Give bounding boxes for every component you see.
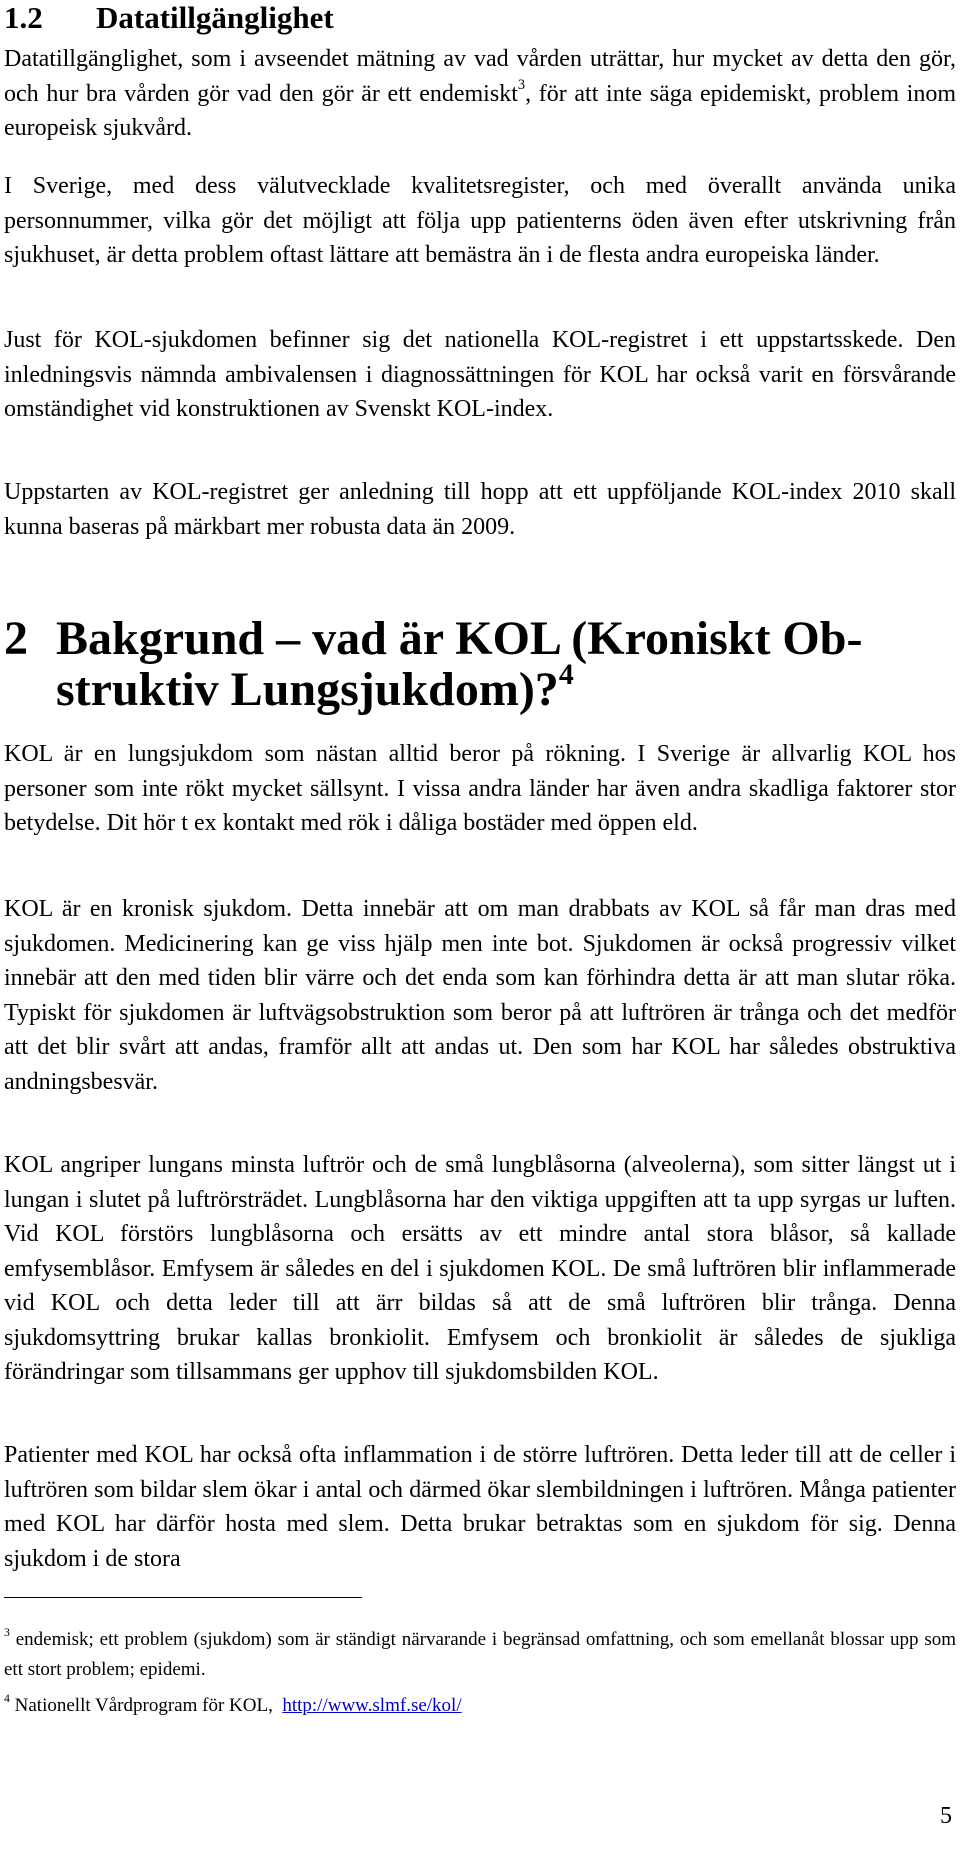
footnote-ref-3: 3 [517, 77, 526, 94]
chapter-paragraph-1: KOL är en lungsjukdom som nästan alltid beror på rökning. I Sverige är allvarlig KOL hos personer som inte rökt mycket sällsynt. I vissa andra länder har även andra skadliga faktorer stor betydelse. Dit hör t ex kontakt med rök i dåliga bostäder med öppen eld. [4, 741, 956, 836]
chapter-title-line1: Bakgrund – vad är KOL (Kroniskt Ob- [56, 612, 863, 665]
chapter-number: 2 [4, 612, 28, 665]
page-number: 5 [940, 1803, 952, 1829]
chapter-title-line2: struktiv Lungsjukdom)? [56, 663, 559, 716]
section-paragraph-2: I Sverige, med dess välutvecklade kvalitetsregister, och med överallt använda unika personnummer, vilka gör det möjligt att följa upp patienterns öden även efter utskrivning från sjukhuset, är detta problem oftast lättare att bemästra än i de flesta andra europeiska länder. [4, 173, 956, 268]
chapter-heading [4, 613, 954, 715]
footnote-link[interactable]: http://www.slmf.se/kol/ [282, 1695, 462, 1716]
section-title: Datatillgänglighet [96, 0, 334, 35]
chapter-paragraph-2: KOL är en kronisk sjukdom. Detta innebär att om man drabbats av KOL så får man dras med sjukdomen. Medicinering kan ge viss hjälp men inte bot. Sjukdomen är också progressiv vilket innebär att den med tiden blir värre och det enda som kan förhindra detta är att man slutar röka. Typiskt för sjukdomen är luftvägsobstruktion som beror på att luftrören är trånga och det medför att det blir svårt att andas, framför allt att andas ut. Den som har KOL har således obstruktiva andningsbesvär. [4, 896, 956, 1095]
footnote-3 [4, 1625, 956, 1685]
footnote-separator [4, 1597, 362, 1598]
section-heading [4, 0, 334, 36]
footnote-ref-4: 4 [558, 657, 574, 691]
section-paragraph-1 [4, 42, 956, 146]
footnote-mark: 4 [4, 1691, 10, 1705]
footnote-text: endemisk; ett problem (sjukdom) som är ständigt närvarande i begränsad omfattning, och som emellanåt blossar upp som ett stort problem; epidemi. [4, 1629, 957, 1680]
section-paragraph-3: Just för KOL-sjukdomen befinner sig det nationella KOL-registret i ett uppstartsskede. Den inledningsvis nämnda ambivalensen i diagnossättningen för KOL har också varit en försvårande omständighet vid konstruktionen av Svenskt KOL-index. [4, 327, 956, 422]
paragraph-text: Datatillgänglighet, som i avseendet mätning av vad vården uträttar, hur mycket av detta den gör, och hur bra vården gör vad den gör är ett endemiskt [4, 46, 956, 107]
footnote-4 [4, 1691, 956, 1721]
section-paragraph-4: Uppstarten av KOL-registret ger anledning till hopp att ett uppföljande KOL-index 2010 skall kunna baseras på märkbart mer robusta data än 2009. [4, 479, 956, 540]
footnote-text: Nationellt Vårdprogram för KOL, [14, 1695, 273, 1716]
chapter-paragraph-3: KOL angriper lungans minsta luftrör och de små lungblåsorna (alveolerna), som sitter längst ut i lungan i slutet på luftrörsträdet. Lungblåsorna har den viktiga uppgiften att ta upp syrgas ur luften. Vid KOL förstörs lungblåsorna och ersätts av ett mindre antal stora blåsor, så kallade emfysemblåsor. Emfysem är således en del i sjukdomen KOL. De små luftrören blir inflammerade vid KOL och detta leder till att ärr bildas så att de små luftrören blir trånga. Denna sjukdomsyttring brukar kallas bronkiolit. Emfysem och bronkiolit är således de sjukliga förändringar som tillsammans ger upphov till sjukdomsbilden KOL. [4, 1152, 956, 1385]
section-number: 1.2 [4, 0, 43, 35]
footnote-mark: 3 [4, 1625, 10, 1639]
chapter-title-line2-wrap [4, 657, 954, 716]
paragraph-text: , för att inte säga epidemiskt, problem inom europeisk sjukvård. [4, 80, 956, 141]
chapter-paragraph-4: Patienter med KOL har också ofta inflammation i de större luftrören. Detta leder till att de celler i luftrören som bildar slem ökar i antal och därmed ökar slembildningen i luftrören. Många patienter med KOL har därför hosta med slem. Detta brukar betraktas som en sjukdom för sig. Denna sjukdom i de stora [4, 1442, 956, 1572]
